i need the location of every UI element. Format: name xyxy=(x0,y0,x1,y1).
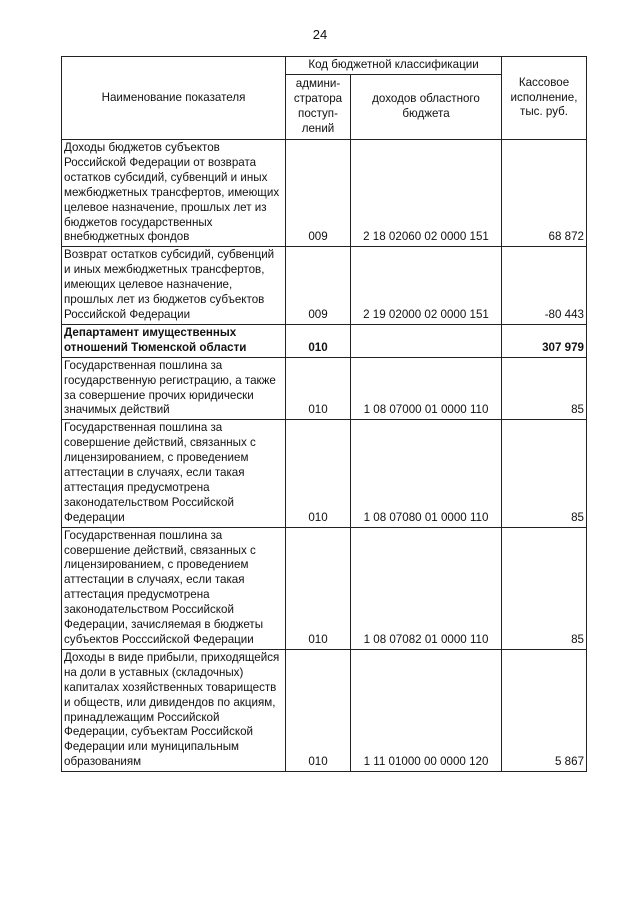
row-amount: 85 xyxy=(502,357,587,420)
header-indicator-name: Наименование показателя xyxy=(62,57,286,140)
row-income-code: 2 18 02060 02 0000 151 xyxy=(351,140,502,247)
header-administrator-code: админи-стратора поступ-лений xyxy=(286,74,351,139)
row-income-code: 1 08 07082 01 0000 110 xyxy=(351,527,502,649)
row-admin-code: 009 xyxy=(286,140,351,247)
row-admin-code: 010 xyxy=(286,420,351,527)
header-budget-classification: Код бюджетной классификации xyxy=(286,57,502,75)
row-admin-code: 010 xyxy=(286,527,351,649)
row-admin-code: 010 xyxy=(286,649,351,771)
row-name: Возврат остатков субсидий, субвенций и иных межбюджетных трансфертов, имеющих целевое назначение, прошлых лет из бюджетов субъектов Российской Федерации xyxy=(62,247,286,325)
budget-revenue-table xyxy=(61,56,587,772)
row-amount: -80 443 xyxy=(502,247,587,325)
row-name: Государственная пошлина за государственную регистрацию, а также за совершение прочих юридически значимых действий xyxy=(62,357,286,420)
row-name: Государственная пошлина за совершение действий, связанных с лицензированием, с проведением аттестации в случаях, если такая аттестация предусмотрена законодательством Российской Федерации xyxy=(62,420,286,527)
row-admin-code: 009 xyxy=(286,247,351,325)
row-admin-code: 010 xyxy=(286,324,351,357)
row-name: Доходы в виде прибыли, приходящейся на доли в уставных (складочных) капиталах хозяйственных товариществ и обществ, или дивидендов по акциям, принадлежащим Российской Федерации, субъектам Российской Федерации или муниципальным образованиям xyxy=(62,649,286,771)
table-row xyxy=(62,357,587,420)
table-row xyxy=(62,247,587,325)
table-row xyxy=(62,140,587,247)
row-income-code xyxy=(351,324,502,357)
row-income-code: 1 11 01000 00 0000 120 xyxy=(351,649,502,771)
row-amount: 5 867 xyxy=(502,649,587,771)
row-admin-code: 010 xyxy=(286,357,351,420)
row-income-code: 2 19 02000 02 0000 151 xyxy=(351,247,502,325)
row-amount: 85 xyxy=(502,527,587,649)
row-amount: 85 xyxy=(502,420,587,527)
table-row xyxy=(62,649,587,771)
row-amount: 307 979 xyxy=(502,324,587,357)
row-name: Департамент имущественных отношений Тюменской области xyxy=(62,324,286,357)
page-number: 24 xyxy=(312,27,328,42)
row-amount: 68 872 xyxy=(502,140,587,247)
row-income-code: 1 08 07000 01 0000 110 xyxy=(351,357,502,420)
header-income-code: доходов областного бюджета xyxy=(351,74,502,139)
row-name: Доходы бюджетов субъектов Российской Федерации от возврата остатков субсидий, субвенций и иных межбюджетных трансфертов, имеющих целевое назначение, прошлых лет из бюджетов государственных внебюджетных фондов xyxy=(62,140,286,247)
row-income-code: 1 08 07080 01 0000 110 xyxy=(351,420,502,527)
row-name: Государственная пошлина за совершение действий, связанных с лицензированием, с проведением аттестации в случаях, если такая аттестация предусмотрена законодательством Российской Федерации, зачисляемая в бюджеты субъектов Росссийской Федерации xyxy=(62,527,286,649)
table-row xyxy=(62,420,587,527)
table-row xyxy=(62,527,587,649)
table-row-department xyxy=(62,324,587,357)
header-cash-execution: Кассовое исполнение, тыс. руб. xyxy=(502,57,587,140)
